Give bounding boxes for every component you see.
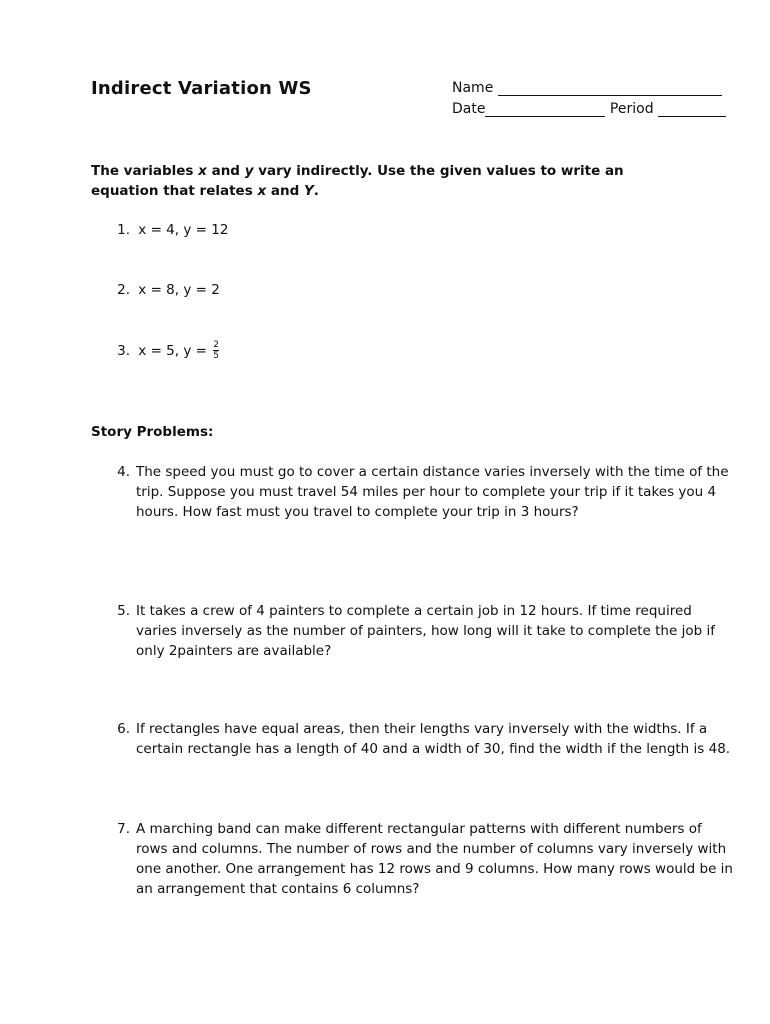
var-y: Y <box>303 183 314 199</box>
period-label: Period <box>609 101 654 117</box>
var-y: y <box>244 163 254 179</box>
problem-text: A marching band can make different rectangular patterns with different numbers of rows and columns. The number of rows and the number of columns vary inversely with one another. One arrangement has 12 rows and 9 columns. How many rows would be in an arrangement that contains 6 columns? <box>136 821 733 897</box>
fraction-numerator: 2 <box>213 340 219 350</box>
story-heading: Story Problems: <box>91 424 214 440</box>
problem-1 <box>108 220 228 240</box>
fraction-denominator: 5 <box>213 351 219 361</box>
instructions-text: . <box>313 183 319 199</box>
var-x: x <box>257 183 267 199</box>
story-problem-6 <box>108 719 738 759</box>
instructions-text: The variables <box>91 163 199 179</box>
story-problem-4 <box>108 462 738 522</box>
problem-number: 2. <box>117 282 130 298</box>
problem-number: 4. <box>117 464 130 480</box>
var-x: x <box>198 163 207 179</box>
problem-number: 5. <box>117 603 130 619</box>
instructions-text: and <box>266 183 304 199</box>
story-problem-7 <box>108 819 738 899</box>
problem-3 <box>108 340 219 361</box>
problem-number: 3. <box>117 342 130 359</box>
problem-text: x = 4, y = 12 <box>138 222 229 238</box>
problem-number: 7. <box>117 821 130 837</box>
problem-text: x = 5, y = <box>138 342 212 359</box>
problem-2 <box>108 280 220 300</box>
problem-text: If rectangles have equal areas, then their lengths vary inversely with the widths. If a certain rectangle has a length of 40 and a width of 30, find the width if the length is 48. <box>136 721 731 757</box>
worksheet-title: Indirect Variation WS <box>91 78 312 99</box>
problem-number: 6. <box>117 721 130 737</box>
problem-text: x = 8, y = 2 <box>138 282 220 298</box>
instructions-text: vary indirectly. Use the given values to write an equation that relates <box>91 163 624 199</box>
period-blank <box>658 101 726 117</box>
story-problem-5 <box>108 601 738 661</box>
problem-number: 1. <box>117 222 130 238</box>
fraction <box>213 340 219 361</box>
problem-text: The speed you must go to cover a certain distance varies inversely with the time of the trip. Suppose you must travel 54 miles per hour to complete your trip if it takes you 4 hours. How fast must you travel to complete your trip in 3 hours? <box>136 464 729 520</box>
date-blank <box>485 101 605 117</box>
name-line <box>452 80 722 96</box>
date-period-line <box>452 101 726 117</box>
name-blank <box>498 80 722 96</box>
instructions <box>91 161 691 201</box>
problem-text: It takes a crew of 4 painters to complete a certain job in 12 hours. If time required varies inversely as the number of painters, how long will it take to complete the job if only 2painters are available? <box>136 603 715 659</box>
date-label: Date <box>452 101 486 117</box>
instructions-text: and <box>206 163 245 179</box>
name-label: Name <box>452 80 494 96</box>
